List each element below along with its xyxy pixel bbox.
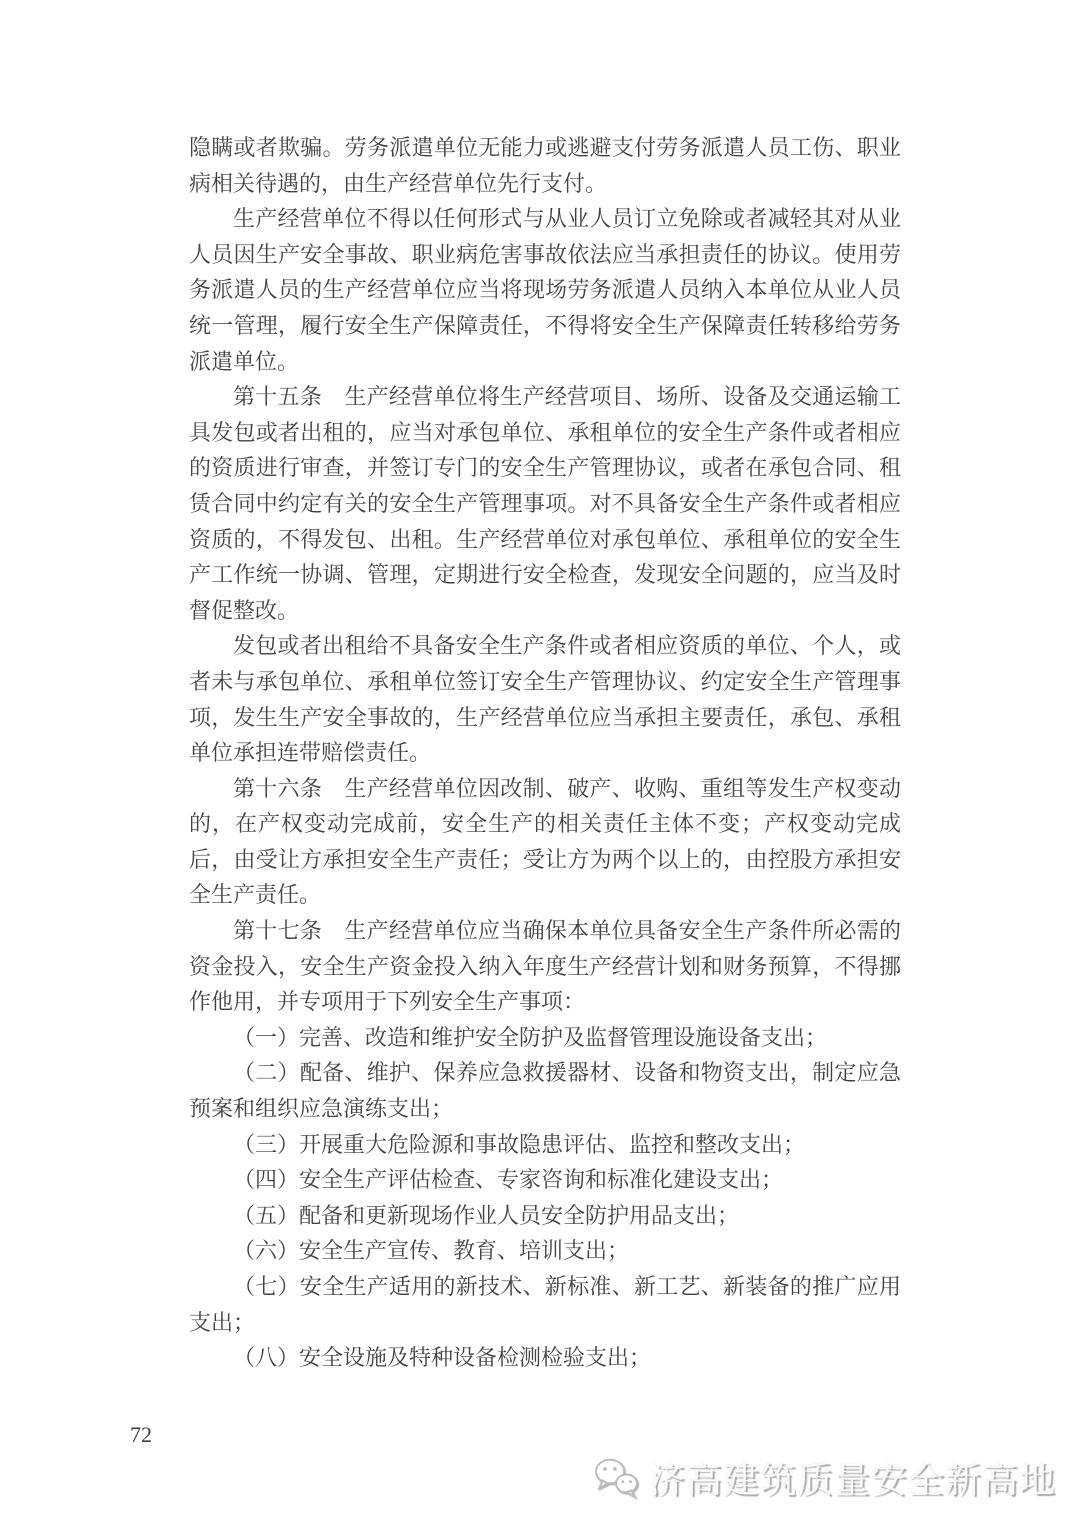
wechat-icon	[593, 1457, 640, 1499]
page-number: 72	[130, 1422, 152, 1447]
paragraph: 隐瞒或者欺骗。劳务派遣单位无能力或逃避支付劳务派遣人员工伤、职业病相关待遇的，由生产经营单位先行支付。	[189, 135, 901, 196]
paragraph: 发包或者出租给不具备安全生产条件或者相应资质的单位、个人，或者未与承包单位、承租单位签订安全生产管理协议、约定安全生产管理事项，发生生产安全事故的，生产经营单位应当承担主要责任，承包、承租单位承担连带赔偿责任。	[189, 633, 901, 766]
paragraph: （五）配备和更新现场作业人员安全防护用品支出；	[233, 1202, 740, 1228]
document-body	[189, 130, 901, 1376]
watermark	[593, 1452, 1056, 1503]
paragraph: 第十六条 生产经营单位因改制、破产、收购、重组等发生产权变动的，在产权变动完成前，安全生产的相关责任主体不变；产权变动完成后，由受让方承担安全生产责任；受让方为两个以上的，由控股方承担安全生产责任。	[189, 775, 901, 908]
paragraph: 第十七条 生产经营单位应当确保本单位具备安全生产条件所必需的资金投入，安全生产资金投入纳入年度生产经营计划和财务预算，不得挪作他用，并专项用于下列安全生产事项：	[189, 918, 901, 1015]
paragraph: （三）开展重大危险源和事故隐患评估、监控和整改支出；	[233, 1131, 806, 1157]
paragraph: 第十五条 生产经营单位将生产经营项目、场所、设备及交通运输工具发包或者出租的，应当对承包单位、承租单位的安全生产条件或者相应的资质进行审查，并签订专门的安全生产管理协议，或者在承包合同、租赁合同中约定有关的安全生产管理事项。对不具备安全生产条件或者相应资质的，不得发包、出租。生产经营单位对承包单位、承租单位的安全生产工作统一协调、管理，定期进行安全检查，发现安全问题的，应当及时督促整改。	[189, 384, 901, 623]
paragraph: （一）完善、改造和维护安全防护及监督管理设施设备支出；	[233, 1024, 828, 1050]
watermark-text: 济高建筑质量安全新高地	[648, 1459, 1056, 1500]
paragraph: 生产经营单位不得以任何形式与从业人员订立免除或者减轻其对从业人员因生产安全事故、职业病危害事故依法应当承担责任的协议。使用劳务派遣人员的生产经营单位应当将现场劳务派遣人员纳入本单位从业人员统一管理，履行安全生产保障责任，不得将安全生产保障责任转移给劳务派遣单位。	[189, 206, 901, 374]
paragraph: （六）安全生产宣传、教育、培训支出；	[233, 1238, 630, 1264]
paragraph: （八）安全设施及特种设备检测检验支出；	[233, 1345, 652, 1371]
paragraph: （七）安全生产适用的新技术、新标准、新工艺、新装备的推广应用支出；	[189, 1274, 901, 1335]
paragraph: （二）配备、维护、保养应急救援器材、设备和物资支出，制定应急预案和组织应急演练支出；	[189, 1060, 901, 1122]
paragraph: （四）安全生产评估检查、专家咨询和标准化建设支出；	[233, 1167, 784, 1193]
